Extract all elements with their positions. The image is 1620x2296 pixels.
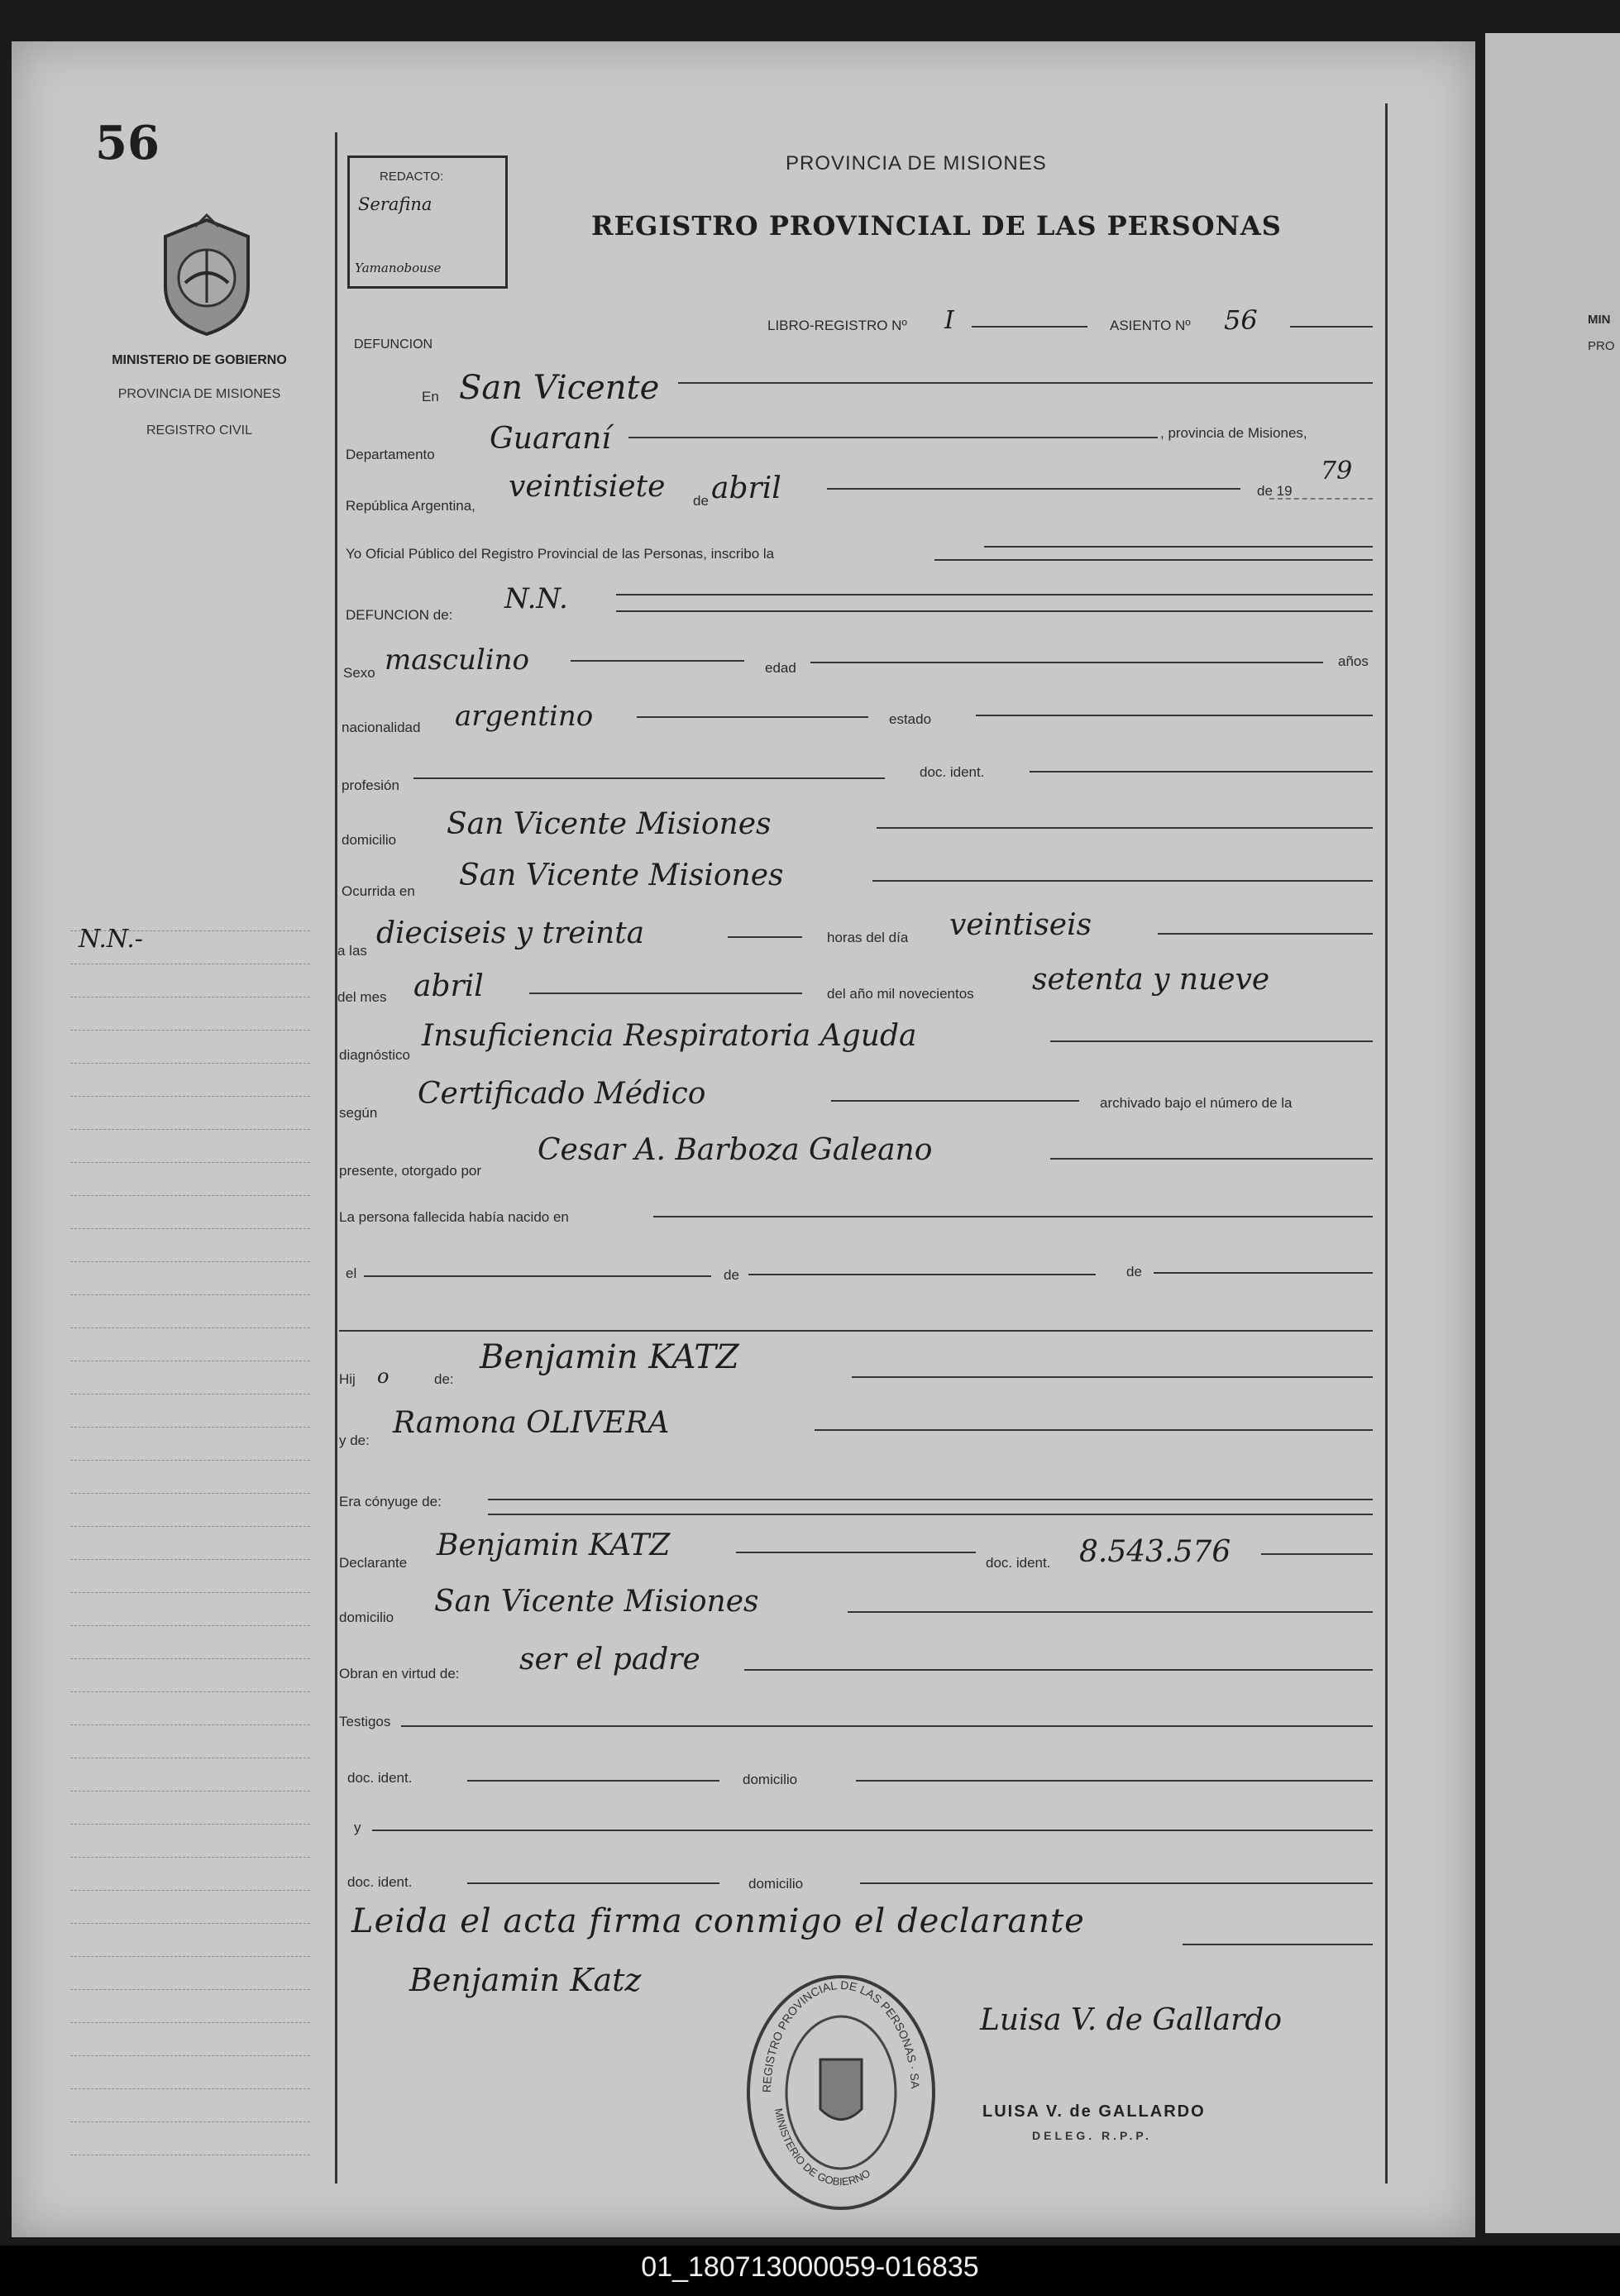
de-label-2: de — [1126, 1264, 1142, 1280]
declarante-doc-label: doc. ident. — [986, 1555, 1051, 1571]
domicilio-value: San Vicente Misiones — [447, 807, 772, 841]
seal-ring-text: REGISTRO PROVINCIAL DE LAS PERSONAS · SA — [759, 1978, 922, 2093]
segun-value: Certificado Médico — [418, 1077, 706, 1111]
horas-value: veintiseis — [949, 908, 1092, 942]
departamento-label: Departamento — [346, 447, 435, 462]
sexo-line — [571, 660, 744, 662]
presente-value: Cesar A. Barboza Galeano — [538, 1133, 933, 1167]
seat-label: ASIENTO Nº — [1110, 318, 1191, 333]
adjacent-page-text-1: MIN — [1588, 313, 1611, 327]
presente-label: presente, otorgado por — [339, 1163, 482, 1179]
month-line — [827, 488, 1240, 490]
declarant-signature: Benjamin Katz — [409, 1962, 642, 1998]
y-line — [372, 1830, 1373, 1831]
domicilio2-value: San Vicente Misiones — [434, 1585, 759, 1619]
year-label: de 19 — [1257, 483, 1293, 499]
en-line — [678, 382, 1373, 384]
diagnostico-label: diagnóstico — [339, 1047, 411, 1063]
doc2-label: doc. ident. — [347, 1874, 413, 1890]
defuncion-value: N.N. — [504, 582, 568, 615]
book-line — [972, 326, 1087, 328]
de-label-1: de — [724, 1267, 739, 1283]
defuncion-line-1 — [616, 594, 1373, 596]
redacto-box — [347, 155, 508, 289]
header-title: REGISTRO PROVINCIAL DE LAS PERSONAS — [591, 210, 1282, 242]
sidebar-province: PROVINCIA DE MISIONES — [117, 387, 281, 401]
dom1-line — [856, 1780, 1373, 1782]
mother-name: Ramona OLIVERA — [393, 1406, 670, 1440]
page-number: 56 — [95, 116, 160, 170]
edad-line — [810, 662, 1323, 663]
obran-label: Obran en virtud de: — [339, 1666, 460, 1681]
domicilio2-line — [848, 1611, 1373, 1613]
nacido-line — [653, 1216, 1373, 1217]
estado-line — [976, 715, 1373, 716]
ministry-label: MINISTERIO DE GOBIERNO — [112, 353, 287, 367]
republica-label: República Argentina, — [346, 498, 475, 514]
day-value: veintisiete — [509, 470, 666, 504]
horas-line — [1158, 933, 1373, 935]
father-name: Benjamin KATZ — [480, 1338, 739, 1376]
sexo-value: masculino — [385, 643, 530, 677]
y-label: y — [354, 1820, 361, 1835]
nacido-label: La persona fallecida había nacido en — [339, 1209, 569, 1225]
hij-suffix: o — [377, 1365, 389, 1388]
oficial-line-2 — [934, 559, 1373, 561]
estado-label: estado — [889, 711, 932, 727]
de-line-2 — [1154, 1272, 1373, 1274]
coat-of-arms-emblem — [149, 213, 265, 342]
year-line — [1269, 498, 1373, 500]
section-divider — [339, 1330, 1373, 1332]
adjacent-page-text-2: PRO — [1588, 339, 1615, 353]
edad-label: edad — [765, 660, 796, 676]
mes-value: abril — [413, 969, 484, 1003]
right-frame-line — [1385, 103, 1388, 2184]
alas-line — [728, 936, 802, 938]
hij-de-label: de: — [434, 1371, 454, 1387]
departamento-line — [628, 437, 1158, 438]
nacionalidad-label: nacionalidad — [342, 720, 421, 735]
profesion-label: profesión — [342, 777, 399, 793]
departamento-value: Guaraní — [490, 422, 611, 456]
segun-line — [831, 1100, 1079, 1102]
conyuge-label: Era cónyuge de: — [339, 1494, 442, 1509]
header-province: PROVINCIA DE MISIONES — [786, 152, 1047, 175]
image-caption: 01_180713000059-016835 — [641, 2251, 979, 2283]
horas-label: horas del día — [827, 930, 909, 945]
defuncion-line-2 — [616, 610, 1373, 612]
doc-ident-line — [1030, 771, 1373, 773]
left-frame-line — [335, 132, 337, 2184]
type-label: DEFUNCION — [354, 337, 433, 352]
en-label: En — [422, 389, 439, 404]
oficial-text: Yo Oficial Público del Registro Provincial de las Personas, inscribo la — [346, 546, 775, 562]
presente-line — [1050, 1158, 1373, 1160]
defuncion-label: DEFUNCION de: — [346, 607, 453, 623]
official-name: LUISA V. de GALLARDO — [982, 2102, 1206, 2121]
de-label: de — [693, 493, 709, 509]
doc-ident-label: doc. ident. — [920, 764, 985, 780]
conyuge-line-1 — [488, 1499, 1373, 1500]
archivado-label: archivado bajo el número de la — [1100, 1095, 1293, 1111]
nacionalidad-value: argentino — [455, 700, 594, 733]
obran-line — [744, 1669, 1373, 1671]
obran-value: ser el padre — [519, 1643, 700, 1677]
departamento-suffix: , provincia de Misiones, — [1160, 425, 1307, 441]
declarante-value: Benjamin KATZ — [437, 1528, 671, 1562]
dom1-label: domicilio — [743, 1772, 798, 1787]
month-value: abril — [711, 471, 781, 505]
official-title: DELEG. R.P.P. — [1032, 2129, 1152, 2142]
oficial-line-1 — [984, 546, 1373, 548]
margin-note: N.N.- — [79, 925, 143, 954]
segun-label: según — [339, 1105, 378, 1121]
sidebar-registry: REGISTRO CIVIL — [146, 423, 253, 438]
mother-line — [815, 1429, 1373, 1431]
closing-line — [1183, 1944, 1373, 1945]
testigos-label: Testigos — [339, 1714, 391, 1729]
book-value: I — [944, 306, 954, 335]
ocurrida-value: San Vicente Misiones — [459, 859, 784, 892]
y-de-label: y de: — [339, 1433, 370, 1448]
diagnostico-value: Insuficiencia Respiratoria Aguda — [422, 1019, 917, 1053]
redacto-name-2: Yamanobouse — [355, 261, 442, 275]
closing-statement: Leida el acta firma conmigo el declarante — [351, 1902, 1085, 1940]
seat-line — [1290, 326, 1373, 328]
anios-label: años — [1338, 653, 1369, 669]
official-signature: Luisa V. de Gallardo — [980, 2003, 1283, 2037]
dom2-label: domicilio — [748, 1876, 804, 1892]
alas-label: a las — [337, 943, 367, 959]
father-line — [852, 1376, 1373, 1378]
declarante-line — [736, 1552, 976, 1553]
redacto-label: REDACTO: — [380, 170, 444, 184]
de-line-1 — [748, 1274, 1096, 1275]
seat-value: 56 — [1224, 304, 1258, 336]
domicilio-line — [877, 827, 1373, 829]
diagnostico-line — [1050, 1040, 1373, 1042]
mes-label: del mes — [337, 989, 387, 1005]
book-label: LIBRO-REGISTRO Nº — [767, 318, 907, 333]
anio-value: setenta y nueve — [1032, 963, 1270, 997]
domicilio2-label: domicilio — [339, 1610, 394, 1625]
dom2-line — [860, 1882, 1373, 1884]
declarante-doc-value: 8.543.576 — [1079, 1535, 1231, 1569]
declarante-doc-line — [1261, 1553, 1373, 1555]
el-label: el — [346, 1265, 357, 1281]
anio-label: del año mil novecientos — [827, 986, 974, 1002]
official-seal — [742, 1968, 940, 2221]
doc2-line — [467, 1882, 719, 1884]
seal-ring-text-bottom: MINISTERIO DE GOBIERNO — [772, 2107, 873, 2188]
nacionalidad-line — [637, 716, 868, 718]
hij-label: Hij — [339, 1371, 356, 1387]
profesion-line — [413, 777, 885, 779]
testigos-line — [401, 1725, 1373, 1727]
alas-value: dieciseis y treinta — [376, 916, 645, 950]
en-value: San Vicente — [459, 369, 660, 407]
ocurrida-line — [872, 880, 1373, 882]
doc1-line — [467, 1780, 719, 1782]
doc1-label: doc. ident. — [347, 1770, 413, 1786]
adjacent-page — [1485, 33, 1620, 2233]
ocurrida-label: Ocurrida en — [342, 883, 415, 899]
redacto-name-1: Serafina — [358, 194, 432, 214]
conyuge-line-2 — [488, 1514, 1373, 1515]
svg-text:MINISTERIO DE GOBIERNO — [772, 2107, 872, 2188]
mes-line — [529, 993, 802, 994]
declarante-label: Declarante — [339, 1555, 408, 1571]
domicilio-label: domicilio — [342, 832, 397, 848]
el-line — [364, 1275, 711, 1277]
year-value: 79 — [1321, 457, 1353, 486]
sexo-label: Sexo — [343, 665, 375, 681]
